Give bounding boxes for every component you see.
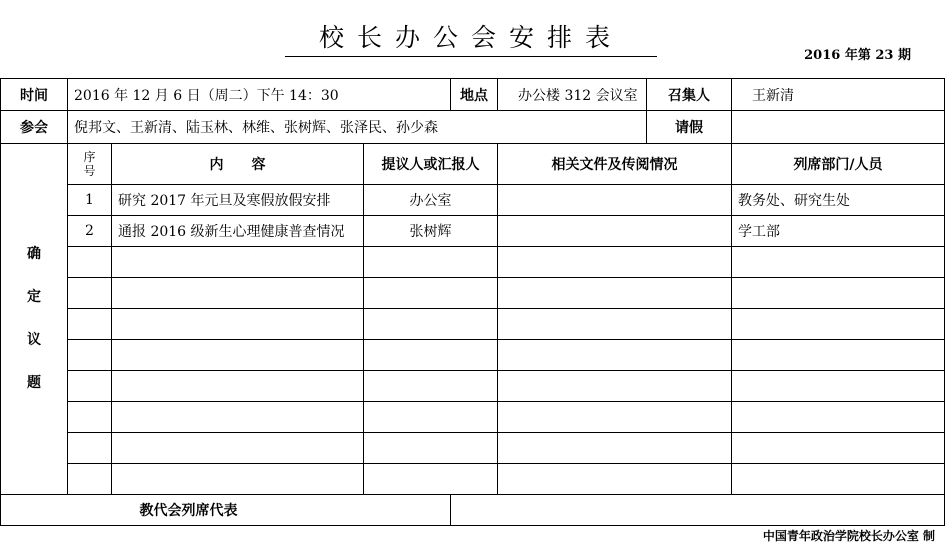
cell-empty: [364, 247, 498, 278]
agenda-header-row: [1, 144, 945, 185]
time-value: 2016 年 12 月 6 日（周二）下午 14：30: [68, 79, 451, 111]
leave-value: [732, 111, 945, 144]
cell-empty: [112, 340, 364, 371]
row-docs: [498, 216, 732, 247]
agenda-label-char: 确: [27, 246, 41, 262]
row-no: 1: [68, 185, 112, 216]
row-no: 2: [68, 216, 112, 247]
cell-empty: [112, 278, 364, 309]
row-attendees: 学工部: [732, 216, 945, 247]
attendees-row: [1, 111, 945, 144]
cell-empty: [112, 402, 364, 433]
table-row: [1, 433, 945, 464]
cell-empty: [498, 433, 732, 464]
convener-label: 召集人: [647, 79, 732, 111]
agenda-label-char: 题: [27, 375, 41, 391]
row-proposer: 张树辉: [364, 216, 498, 247]
table-row: [1, 278, 945, 309]
cell-empty: [498, 464, 732, 495]
row-attendees: 教务处、研究生处: [732, 185, 945, 216]
cell-empty: [68, 278, 112, 309]
row-content: 通报 2016 级新生心理健康普查情况: [112, 216, 364, 247]
cell-empty: [364, 278, 498, 309]
header-docs: 相关文件及传阅情况: [498, 144, 732, 185]
cell-empty: [732, 433, 945, 464]
representatives-row: [1, 495, 945, 526]
representatives-label: 教代会列席代表: [1, 495, 451, 526]
cell-empty: [364, 433, 498, 464]
cell-empty: [68, 309, 112, 340]
cell-empty: [112, 309, 364, 340]
issue-number: 2016 年第 23 期: [804, 48, 911, 63]
attendees-label: 参会: [1, 111, 68, 144]
cell-empty: [732, 309, 945, 340]
cell-empty: [68, 402, 112, 433]
agenda-section-label: [1, 144, 68, 495]
place-label: 地点: [451, 79, 498, 111]
cell-empty: [112, 433, 364, 464]
cell-empty: [364, 464, 498, 495]
table-row: [1, 464, 945, 495]
cell-empty: [364, 309, 498, 340]
cell-empty: [732, 464, 945, 495]
attendees-value: 倪邦文、王新清、陆玉林、林维、张树辉、张泽民、孙少森: [68, 111, 647, 144]
convener-value: 王新清: [732, 79, 945, 111]
cell-empty: [68, 433, 112, 464]
schedule-table: [0, 78, 945, 526]
agenda-label-char: 定: [27, 289, 41, 305]
representatives-value: [451, 495, 945, 526]
cell-empty: [112, 464, 364, 495]
time-row: [1, 79, 945, 111]
cell-empty: [364, 340, 498, 371]
cell-empty: [68, 464, 112, 495]
table-row: [1, 340, 945, 371]
table-row: [1, 402, 945, 433]
time-label: 时间: [1, 79, 68, 111]
row-content: 研究 2017 年元旦及寒假放假安排: [112, 185, 364, 216]
cell-empty: [498, 247, 732, 278]
cell-empty: [68, 371, 112, 402]
place-value: 办公楼 312 会议室: [498, 79, 647, 111]
cell-empty: [732, 340, 945, 371]
leave-label: 请假: [647, 111, 732, 144]
footer-issuer: 中国青年政治学院校长办公室 制: [762, 529, 935, 543]
cell-empty: [732, 371, 945, 402]
cell-empty: [732, 278, 945, 309]
cell-empty: [498, 340, 732, 371]
cell-empty: [68, 340, 112, 371]
cell-empty: [498, 278, 732, 309]
cell-empty: [732, 247, 945, 278]
cell-empty: [112, 371, 364, 402]
cell-empty: [732, 402, 945, 433]
header-content: 内 容: [112, 144, 364, 185]
cell-empty: [68, 247, 112, 278]
header-no: 序号: [68, 144, 112, 185]
row-proposer: 办公室: [364, 185, 498, 216]
table-row: [1, 247, 945, 278]
table-row: [1, 216, 945, 247]
header-proposer: 提议人或汇报人: [364, 144, 498, 185]
cell-empty: [498, 309, 732, 340]
cell-empty: [364, 402, 498, 433]
header-attendees: 列席部门/人员: [732, 144, 945, 185]
page-title: 校长办公会安排表: [285, 18, 657, 57]
agenda-label-char: 议: [27, 332, 41, 348]
cell-empty: [498, 402, 732, 433]
row-docs: [498, 185, 732, 216]
table-row: [1, 185, 945, 216]
cell-empty: [498, 371, 732, 402]
cell-empty: [364, 371, 498, 402]
cell-empty: [112, 247, 364, 278]
table-row: [1, 371, 945, 402]
table-row: [1, 309, 945, 340]
